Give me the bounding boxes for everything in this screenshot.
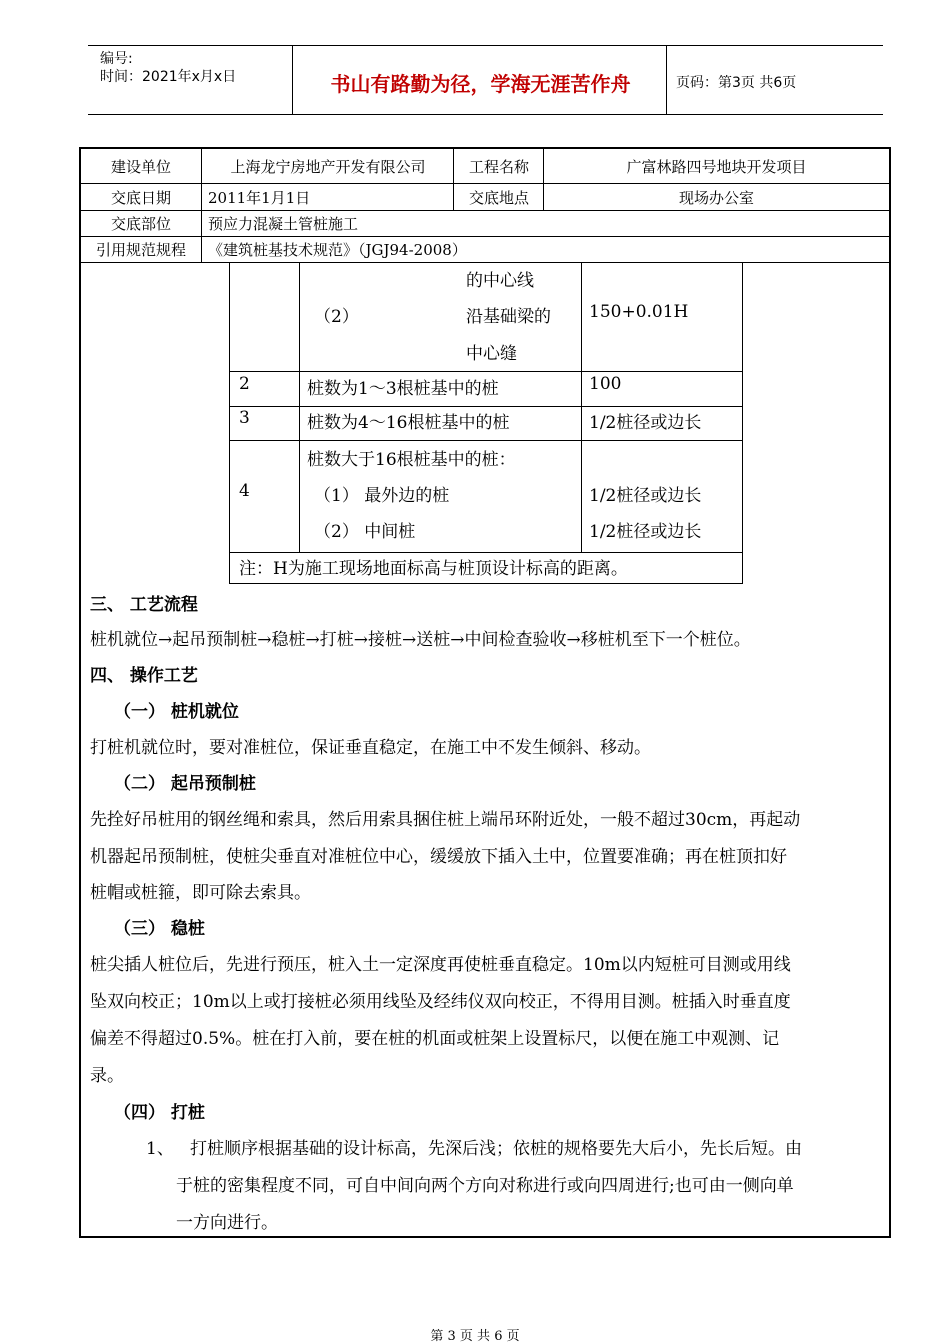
col-divider <box>581 263 582 553</box>
subsection-2-line2: 机器起吊预制桩，使桩尖垂直对准桩位中心，缓缓放下插入土中，位置要准确；再在桩顶扣好 <box>90 847 787 867</box>
info-row-part <box>81 211 889 237</box>
row4-sub1-value: 1/2桩径或边长 <box>589 486 702 506</box>
doc-number-label: 编号: <box>100 51 133 67</box>
cont-desc-line3: 中心缝 <box>466 344 517 364</box>
header-motto: 书山有路勤为径，学海无涯苦作舟 <box>330 72 631 96</box>
project-name-label: 工程名称 <box>453 149 544 183</box>
subsection-2-line1: 先拴好吊桩用的钢丝绳和索具，然后用索具捆住桩上端吊环附近处，一般不超过30cm，再起动 <box>90 810 801 830</box>
header-divider <box>666 46 667 114</box>
header-meta <box>100 50 236 86</box>
cont-desc-line2: 沿基础梁的 <box>466 307 551 327</box>
part-value: 预应力混凝土管桩施工 <box>201 211 889 236</box>
deviation-table <box>229 262 743 584</box>
part-label: 交底部位 <box>110 215 171 233</box>
page-header <box>88 45 883 115</box>
row-divider <box>230 406 742 407</box>
construction-unit-label: 建设单位 <box>110 157 171 176</box>
project-name-value: 广富林路四号地块开发项目 <box>543 149 889 183</box>
location-value: 现场办公室 <box>543 184 889 210</box>
table-note: 注：H为施工现场地面标高与桩顶设计标高的距离。 <box>239 559 628 579</box>
date-label: 交底日期 <box>110 188 171 207</box>
page-footer: 第 3 页 共 6 页 <box>430 1329 520 1344</box>
subsection-2-title: （二） 起吊预制桩 <box>114 774 256 794</box>
section-4-title: 四、 操作工艺 <box>90 666 198 686</box>
info-row-unit <box>81 149 889 184</box>
row4-no: 4 <box>239 481 250 501</box>
location-label: 交底地点 <box>453 184 544 210</box>
construction-unit-value: 上海龙宁房地产开发有限公司 <box>201 149 454 183</box>
item-1-line1: 打桩顺序根据基础的设计标高，先深后浅；依桩的规格要先大后小，先长后短。由 <box>190 1139 802 1159</box>
subsection-1-text: 打桩机就位时，要对准桩位，保证垂直稳定，在施工中不发生倾斜、移动。 <box>90 738 651 758</box>
cont-value: 150+0.01H <box>589 302 689 322</box>
subsection-3-line1: 桩尖插人桩位后，先进行预压，桩入土一定深度再使桩垂直稳定。10m以内短桩可目测或用线 <box>90 955 791 975</box>
subsection-2-line3: 桩帽或桩箍，即可除去索具。 <box>90 883 311 903</box>
item-1-number: 1、 <box>146 1139 174 1159</box>
subsection-3-line2: 坠双向校正；10m以上或打接桩必须用线坠及经纬仪双向校正，不得用目测。桩插入时垂直度 <box>90 992 791 1012</box>
row2-desc: 桩数为1～3根桩基中的桩 <box>307 379 499 399</box>
row-divider <box>230 371 742 372</box>
info-row-date <box>81 184 889 211</box>
date-value: 2011年1月1日 <box>201 184 453 210</box>
item-1-line2: 于桩的密集程度不同，可自中间向两个方向对称进行或向四周进行;也可由一侧向单 <box>176 1176 794 1196</box>
cont-sub-no: （2） <box>314 307 359 327</box>
row2-value: 100 <box>589 374 622 394</box>
cont-desc-line1: 的中心线 <box>466 271 534 291</box>
subsection-1-title: （一） 桩机就位 <box>114 702 239 722</box>
row3-desc: 桩数为4～16根桩基中的桩 <box>307 413 510 433</box>
subsection-3-title: （三） 稳桩 <box>114 919 205 939</box>
row4-sub2: （2） 中间桩 <box>314 522 416 542</box>
subsection-3-line4: 录。 <box>90 1066 124 1086</box>
section-3-title: 三、 工艺流程 <box>90 595 198 615</box>
header-page-info: 页码：第3页 共6页 <box>676 75 797 91</box>
subsection-4-title: （四） 打桩 <box>114 1103 205 1123</box>
row4-sub1: （1） 最外边的桩 <box>314 486 450 506</box>
doc-time-label: 时间：2021年x月x日 <box>100 69 237 85</box>
item-1-line3: 一方向进行。 <box>176 1213 278 1233</box>
standard-value: 《建筑桩基技术规范》（JGJ94-2008） <box>201 237 889 262</box>
row4-sub2-value: 1/2桩径或边长 <box>589 522 702 542</box>
info-row-standard <box>81 237 889 263</box>
row-divider <box>230 440 742 441</box>
standard-label: 引用规范规程 <box>95 241 186 259</box>
section-3-text: 桩机就位→起吊预制桩→稳桩→打桩→接桩→送桩→中间检查验收→移桩机至下一个桩位。 <box>90 630 751 650</box>
col-divider <box>299 263 300 553</box>
row3-value: 1/2桩径或边长 <box>589 413 702 433</box>
row4-desc: 桩数大于16根桩基中的桩： <box>307 450 516 470</box>
subsection-3-line3: 偏差不得超过0.5%。桩在打入前，要在桩的机面或桩架上设置标尺，以便在施工中观测、记 <box>90 1029 780 1049</box>
row3-no: 3 <box>239 408 250 428</box>
row-divider <box>230 552 742 553</box>
row2-no: 2 <box>239 374 250 394</box>
